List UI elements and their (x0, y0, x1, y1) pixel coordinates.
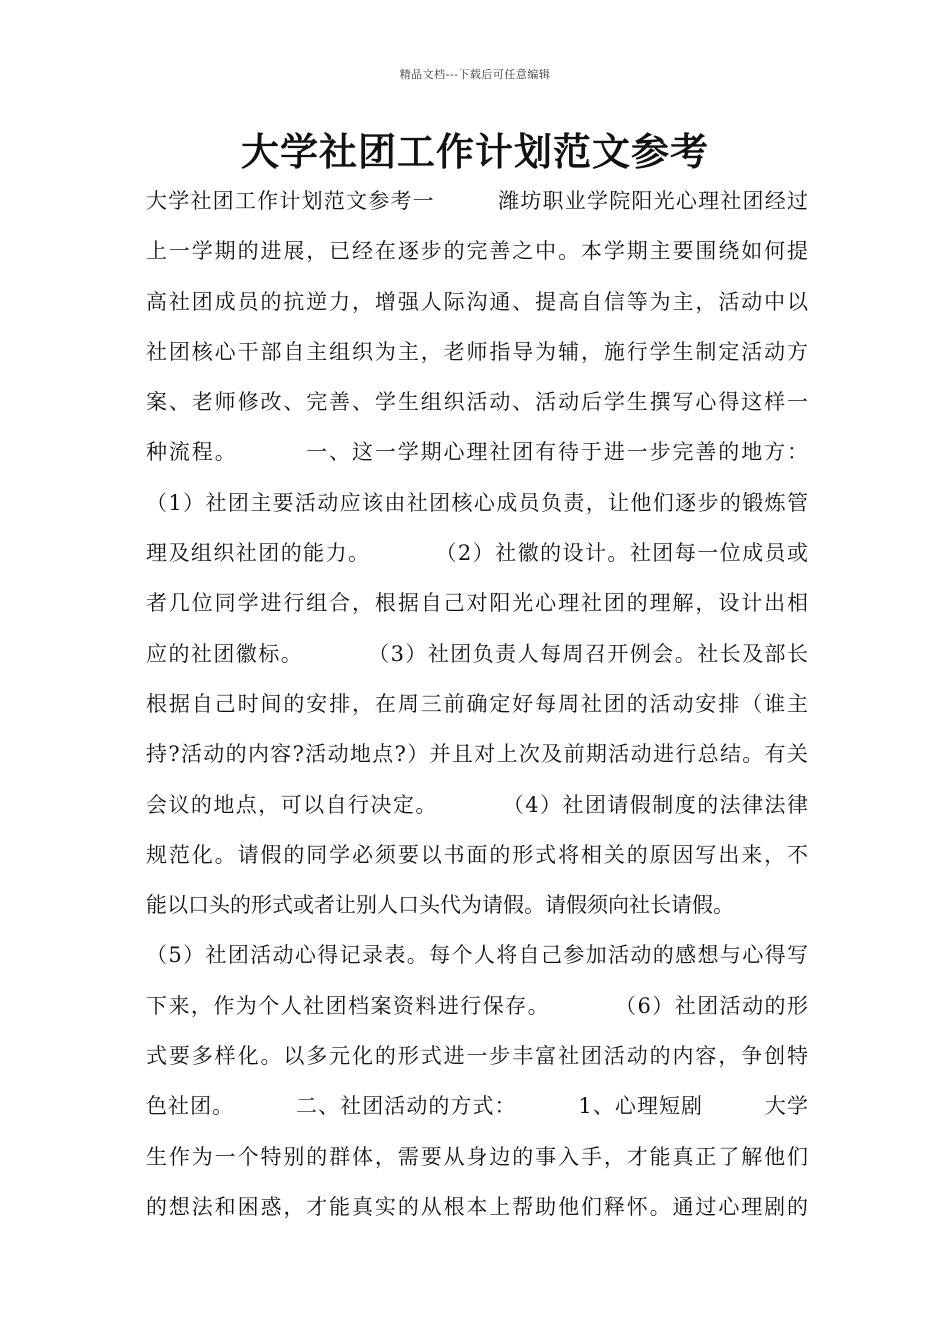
body-line: 生作为一个特别的群体，需要从身边的事入手，才能真正了解他们 (146, 1144, 808, 1169)
body-line: 色社团。 二、社团活动的方式： 1、心理短剧 大学 (146, 1094, 808, 1119)
document-title: 大学社团工作计划范文参考 (240, 129, 709, 174)
body-line: 者几位同学进行组合，根据自己对阳光心理社团的理解，设计出相 (146, 591, 808, 616)
body-line: 高社团成员的抗逆力，增强人际沟通、提高自信等为主，活动中以 (146, 289, 808, 314)
body-line: 的想法和困惑，才能真实的从根本上帮助他们释怀。通过心理剧的 (146, 1194, 808, 1219)
body-line: 下来，作为个人社团档案资料进行保存。 （6）社团活动的形 (146, 993, 808, 1018)
body-line: 社团核心干部自主组织为主，老师指导为辅，施行学生制定活动方 (146, 339, 808, 364)
body-line: 应的社团徽标。 （3）社团负责人每周召开例会。社长及部长 (146, 641, 808, 666)
body-line: 式要多样化。以多元化的形式进一步丰富社团活动的内容，争创特 (146, 1044, 808, 1069)
body-line: 规范化。请假的同学必须要以书面的形式将相关的原因写出来，不 (146, 842, 808, 867)
body-line: 上一学期的进展，已经在逐步的完善之中。本学期主要围绕如何提 (146, 239, 808, 264)
body-line: 能以口头的形式或者让别人口头代为请假。请假须向社长请假。 (146, 893, 734, 918)
body-line: 大学社团工作计划范文参考一 潍坊职业学院阳光心理社团经过 (146, 189, 808, 213)
body-line: 会议的地点，可以自行决定。 （4）社团请假制度的法律法律 (146, 792, 808, 817)
body-line: 案、老师修改、完善、学生组织活动、活动后学生撰写心得这样一 (146, 390, 808, 415)
body-line: 持?活动的内容?活动地点?）并且对上次及前期活动进行总结。有关 (146, 742, 808, 767)
body-line: 种流程。 一、这一学期心理社团有待于进一步完善的地方： (146, 440, 808, 465)
body-line: （5）社团活动心得记录表。每个人将自己参加活动的感想与心得写 (146, 943, 808, 968)
body-line: （1）社团主要活动应该由社团核心成员负责，让他们逐步的锻炼管 (146, 490, 808, 515)
body-text (146, 176, 808, 1232)
header-note: 精品文档---下载后可任意编辑 (399, 68, 551, 81)
body-line: 根据自己时间的安排，在周三前确定好每周社团的活动安排（谁主 (146, 691, 808, 716)
body-line: 理及组织社团的能力。 （2）社徽的设计。社团每一位成员或 (146, 541, 808, 566)
